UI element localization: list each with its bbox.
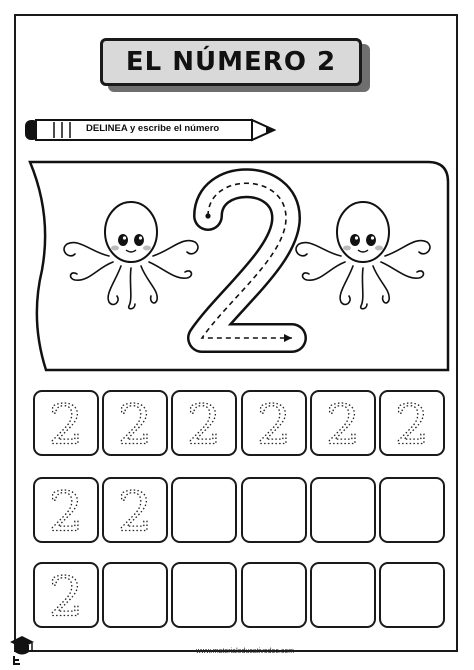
practice-cell[interactable] <box>379 390 445 456</box>
practice-cell[interactable] <box>102 390 168 456</box>
practice-cell[interactable] <box>102 477 168 543</box>
practice-cell[interactable] <box>171 562 237 628</box>
dotted-number-two: 2 <box>325 392 361 454</box>
practice-cell[interactable] <box>310 562 376 628</box>
dotted-number-two: 2 <box>117 392 153 454</box>
title-box <box>100 38 362 86</box>
practice-cell[interactable] <box>33 562 99 628</box>
dotted-number-two: 2 <box>394 392 430 454</box>
practice-row-2 <box>33 477 445 545</box>
page-title: EL NÚMERO 2 <box>125 47 337 77</box>
practice-cell[interactable] <box>33 390 99 456</box>
practice-cell[interactable] <box>241 390 307 456</box>
dotted-number-two: 2 <box>48 479 84 541</box>
dotted-number-two: 2 <box>187 392 222 454</box>
practice-row-1 <box>33 390 445 458</box>
practice-cell[interactable] <box>310 477 376 543</box>
practice-cell[interactable] <box>310 390 376 456</box>
practice-cell[interactable] <box>102 562 168 628</box>
practice-cell[interactable] <box>171 390 237 456</box>
dotted-number-two: 2 <box>256 392 291 454</box>
practice-cell[interactable] <box>379 562 445 628</box>
instruction-text: DELINEA y escribe el número <box>86 123 220 134</box>
dotted-number-two: 2 <box>117 479 153 541</box>
practice-cell[interactable] <box>241 562 307 628</box>
practice-row-3 <box>33 562 445 630</box>
graduation-cap-icon <box>8 632 36 666</box>
footer-url: www.materialeducativodoc.com <box>196 648 295 655</box>
practice-cell[interactable] <box>171 477 237 543</box>
practice-cell[interactable] <box>241 477 307 543</box>
number-banner <box>28 160 450 372</box>
dotted-number-two: 2 <box>48 564 84 626</box>
practice-cell[interactable] <box>379 477 445 543</box>
practice-cell[interactable] <box>33 477 99 543</box>
dotted-number-two: 2 <box>48 392 84 454</box>
